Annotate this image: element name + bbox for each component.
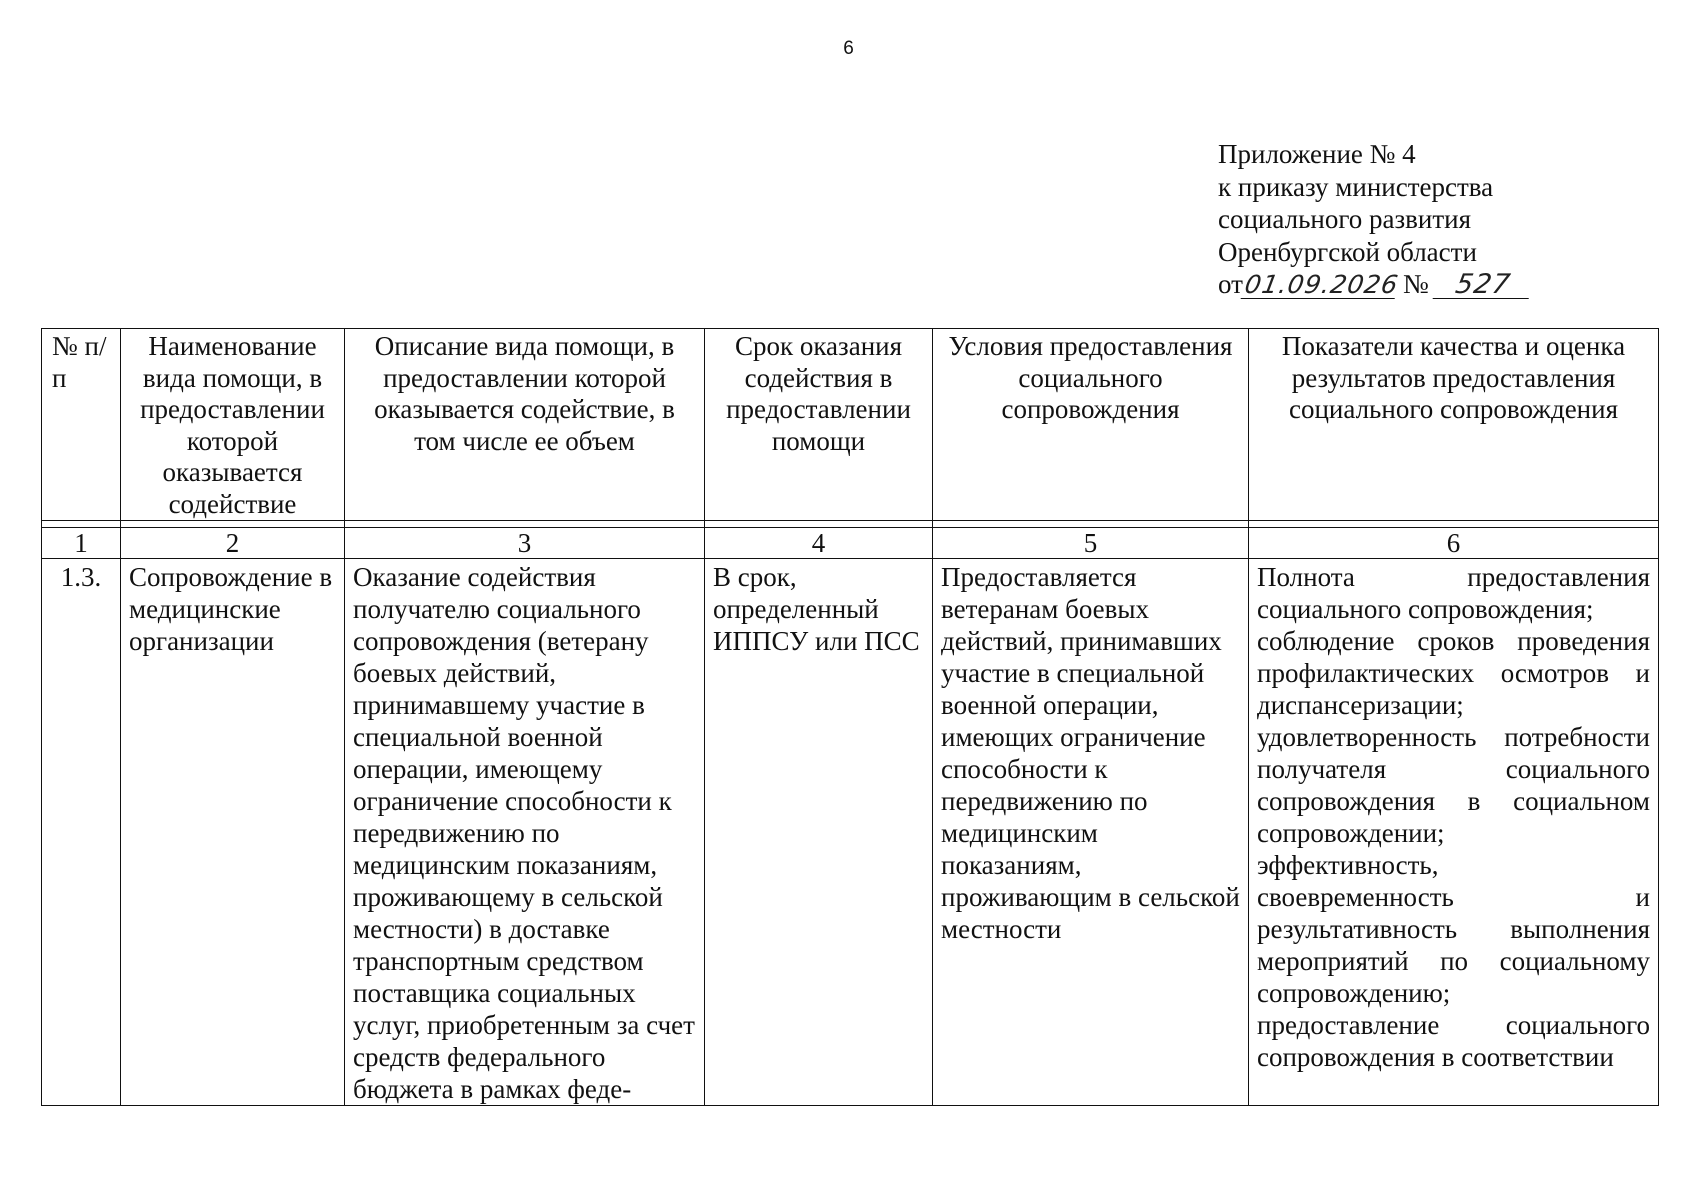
appendix-line: к приказу министерства: [1218, 171, 1494, 202]
column-number: 1: [42, 528, 121, 559]
header-cell: Срок оказания содействия в предоставлении помощи: [705, 329, 933, 521]
table-header-row: [42, 329, 1659, 521]
appendix-line: Оренбургской области: [1218, 236, 1477, 267]
column-number-row: [42, 528, 1659, 559]
appendix-line: Приложение № 4: [1218, 139, 1416, 169]
row-description: Оказание содействия получателю социального сопровождения (ветерану боевых действий, принимавшему участие в специальной военной операции, имеющему ограничение способности к передвижению по медицинским показаниям, проживающему в сельской местности) в доставке транспортным средством поставщика социальных услуг, приобретенным за счет средств федерального бюджета в рамках феде-: [345, 559, 705, 1106]
header-cell: Наименование вида помощи, в предоставлении которой оказывается содействие: [121, 329, 345, 521]
page-number: 6: [843, 38, 854, 59]
indicator-item: удовлетворенность потребности получателя социального сопровождения в социальном сопровождении;: [1257, 722, 1650, 848]
column-number: 5: [933, 528, 1249, 559]
assistance-table: [41, 328, 1659, 1106]
indicator-item: эффективность,: [1257, 850, 1439, 880]
column-number: 4: [705, 528, 933, 559]
appendix-date-line: [1218, 268, 1531, 301]
number-label: №: [1402, 269, 1429, 299]
header-gap-row: [42, 521, 1659, 528]
header-cell: Показатели качества и оценка результатов предоставления социального сопровождения: [1249, 329, 1659, 521]
table-row: [42, 559, 1659, 1106]
header-cell: Условия предоставления социального сопровождения: [933, 329, 1249, 521]
handwritten-number: 527: [1432, 272, 1533, 299]
header-cell: Описание вида помощи, в предоставлении которой оказывается содействие, в том числе ее объем: [345, 329, 705, 521]
from-label: от: [1218, 269, 1243, 299]
row-conditions: Предоставляется ветеранам боевых действий, принимавших участие в специальной военной операции, имеющих ограничение способности к передвижению по медицинским показаниям, проживающим в сельской местности: [933, 559, 1249, 1106]
row-term: В срок, определенный ИППСУ или ПСС: [705, 559, 933, 1106]
column-number: 2: [121, 528, 345, 559]
indicator-item: предоставление социального сопровождения в соответствии: [1257, 1010, 1650, 1072]
indicator-item: своевременность и результативность выполнения мероприятий по социальному сопровождению;: [1257, 882, 1650, 1008]
row-name: Сопровождение в медицинские организации: [121, 559, 345, 1106]
indicator-item: соблюдение сроков проведения профилактических осмотров и диспансеризации;: [1257, 626, 1650, 720]
handwritten-date: 01.09.2026: [1242, 270, 1401, 299]
indicator-item: Полнота предоставления социального сопровождения;: [1257, 562, 1650, 624]
header-cell: № п/п: [42, 329, 121, 521]
row-indicators: [1249, 559, 1659, 1106]
row-number: 1.3.: [42, 559, 121, 1106]
column-number: 3: [345, 528, 705, 559]
appendix-block: [1218, 138, 1531, 301]
column-number: 6: [1249, 528, 1659, 559]
appendix-line: социального развития: [1218, 204, 1472, 234]
